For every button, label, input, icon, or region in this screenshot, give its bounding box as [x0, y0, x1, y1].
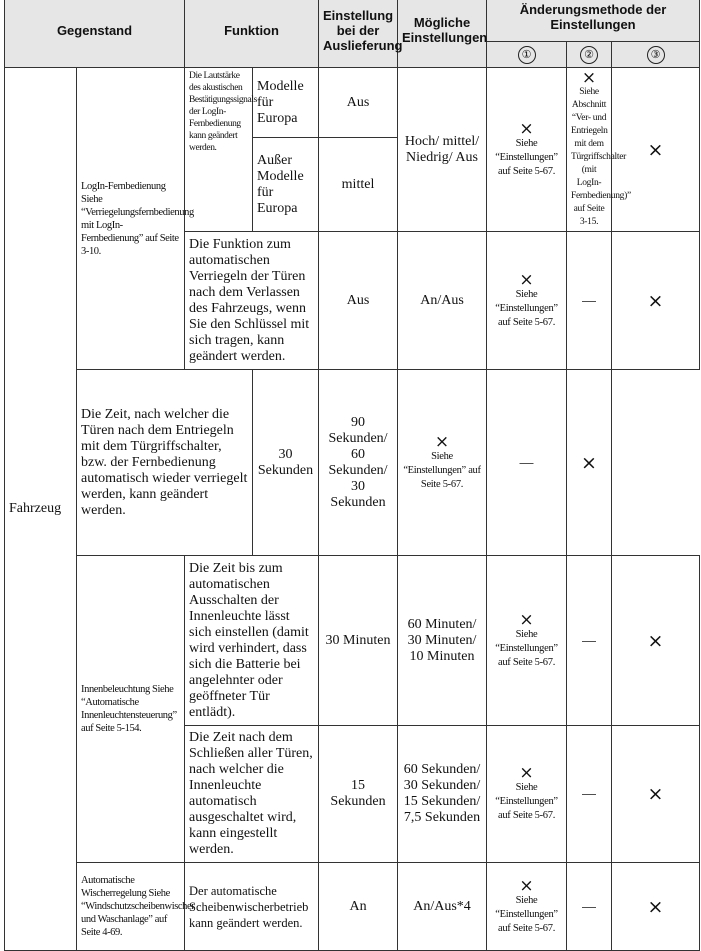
r2-default: Aus: [319, 232, 398, 370]
r3-method-1: [398, 370, 487, 556]
r1-default-ausser: mittel: [319, 138, 398, 232]
r4-default: 30 Minuten: [319, 556, 398, 726]
dash-mark: —: [582, 785, 597, 801]
r1-sub-europa: Modelle für Europa: [253, 68, 319, 138]
header-method-3: [612, 42, 700, 68]
r5-function: Die Zeit nach dem Schließen aller Türen, nach welcher die Innenleuchte automatisch ausgeschaltet wird, kann eingestellt werden.: [185, 726, 319, 863]
r1-default-europa: Aus: [319, 68, 398, 138]
r3-options: 90 Sekunden/ 60 Sekunden/ 30 Sekunden: [319, 370, 398, 556]
header-method-2: [567, 42, 612, 68]
header-moegliche: Mögliche Einstellungen: [398, 0, 487, 68]
ref-text: Siehe “Einstellungen” auf Seite 5-67.: [495, 137, 558, 177]
r4-method-2: [567, 556, 612, 726]
r5-options: 60 Sekunden/ 30 Sekunden/ 15 Sekunden/ 7,5 Sekunden: [398, 726, 487, 863]
r5-default: 15 Sekunden: [319, 726, 398, 863]
r6-function: Der automatische Scheibenwischerbetrieb kann geändert werden.: [185, 863, 319, 951]
r1-function: Die Lautstärke des akustischen Bestätigungssignals der LogIn-Fernbedienung kann geändert werden.: [185, 68, 253, 232]
r1-sub-ausser-europa: Außer Modelle für Europa: [253, 138, 319, 232]
method-2-label: ②: [580, 46, 598, 64]
ref-text: Siehe “Einstellungen” auf Seite 5-67.: [403, 450, 481, 490]
r2-method-1: [487, 232, 567, 370]
method-1-label: ①: [518, 46, 536, 64]
r6-options: An/Aus*4: [398, 863, 487, 951]
header-auslieferung: Einstellung bei der Auslieferung: [319, 0, 398, 68]
r1-options: Hoch/ mittel/ Niedrig/ Aus: [398, 68, 487, 232]
r6-default: An: [319, 863, 398, 951]
r2-method-3: [612, 232, 700, 370]
cross-icon: ×: [519, 875, 534, 896]
cross-icon: ×: [647, 629, 664, 652]
r5-method-2: [567, 726, 612, 863]
dash-mark: —: [519, 453, 534, 470]
cross-icon: ×: [647, 895, 664, 918]
r3-method-3: [567, 370, 612, 556]
group-wischer: Automatische Wischerregelung Siehe “Windschutzscheibenwischer und Waschanlage” auf Seite 4-69.: [77, 863, 185, 951]
header-gegenstand: Gegenstand: [5, 0, 185, 68]
cross-icon: ×: [519, 269, 534, 290]
r5-method-1: [487, 726, 567, 863]
method-3-label: ③: [647, 46, 665, 64]
r2-method-2: [567, 232, 612, 370]
settings-table: [4, 0, 700, 951]
r4-method-3: [612, 556, 700, 726]
r2-function: Die Funktion zum automatischen Verriegeln der Türen nach dem Verlassen des Fahrzeugs, wenn Sie den Schlüssel mit sich tragen, kann geändert werden.: [185, 232, 319, 370]
dash-mark: —: [582, 291, 597, 308]
category-fahrzeug: Fahrzeug: [5, 68, 77, 951]
r3-method-2: [487, 370, 567, 556]
cross-icon: ×: [647, 783, 664, 805]
header-funktion: Funktion: [185, 0, 319, 68]
r3-function: Die Zeit, nach welcher die Türen nach dem Entriegeln mit dem Türgriffschalter, bzw. der Fernbedienung automatisch wieder verriegelt werden, kann geändert werden.: [77, 370, 253, 556]
r4-function: Die Zeit bis zum automatischen Ausschalten der Innenleuchte lässt sich einstellen (damit wird verhindert, dass sich die Batterie bei angelehnter oder geöffneter Tür entlädt).: [185, 556, 319, 726]
r2-options: An/Aus: [398, 232, 487, 370]
ref-text: Siehe “Einstellungen” auf Seite 5-67.: [495, 628, 558, 668]
r1-method-3: [612, 68, 700, 232]
cross-icon: ×: [519, 118, 534, 139]
cross-icon: ×: [647, 289, 664, 312]
dash-mark: —: [582, 897, 597, 914]
r4-options: 60 Minuten/ 30 Minuten/ 10 Minuten: [398, 556, 487, 726]
header-aenderungsmethode: Änderungsmethode der Einstellungen: [487, 0, 700, 42]
header-method-1: [487, 42, 567, 68]
r4-method-1: [487, 556, 567, 726]
cross-icon: ×: [519, 609, 534, 630]
ref-text: Siehe “Einstellungen” auf Seite 5-67.: [495, 288, 558, 328]
cross-icon: ×: [581, 68, 597, 88]
cross-icon: ×: [581, 451, 597, 474]
r3-default: 30 Sekunden: [253, 370, 319, 556]
r1-method-1: [487, 68, 567, 232]
cross-icon: ×: [434, 431, 450, 452]
ref-text: Siehe “Einstellungen” auf Seite 5-67.: [495, 782, 558, 821]
group-innen: Innenbeleuchtung Siehe “Automatische Innenleuchtensteuerung” auf Seite 5-154.: [77, 556, 185, 863]
r5-method-3: [612, 726, 700, 863]
cross-icon: ×: [647, 138, 664, 161]
dash-mark: —: [582, 631, 597, 648]
ref-text: Siehe “Einstellungen” auf Seite 5-67.: [495, 894, 558, 934]
group-login: LogIn-Fernbedienung Siehe “Verriegelungsfernbedienung mit LogIn-Fernbedienung” auf Seite 3-10.: [77, 68, 185, 370]
r1-method-2-text: Siehe Abschnitt “Ver- und Entriegeln mit dem Türgriffschalter (mit LogIn-Fernbedienung)” auf Seite 3-15.: [571, 87, 631, 227]
r1-method-2: [567, 68, 631, 232]
cross-icon: ×: [519, 763, 534, 783]
